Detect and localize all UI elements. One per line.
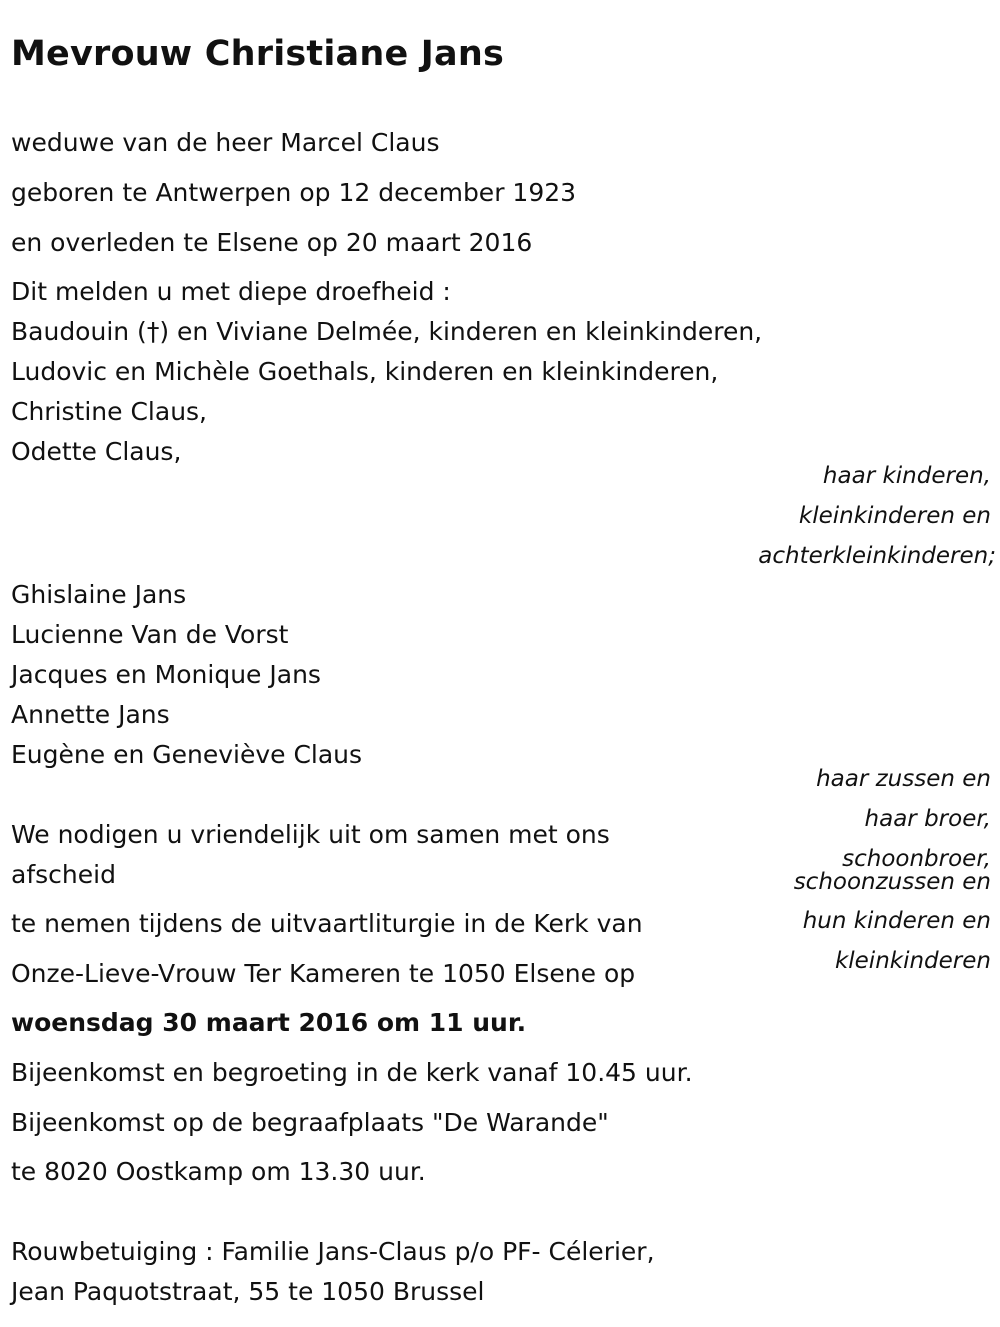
invitation-line: afscheid [11,860,116,889]
sibling-line: Jacques en Monique Jans [11,660,321,689]
sibling-line: Lucienne Van de Vorst [11,620,289,649]
funeral-date: woensdag 30 maart 2016 om 11 uur. [11,1008,527,1037]
announcement-line: Dit melden u met diepe droefheid : [11,277,451,306]
family-child-line: Ludovic en Michèle Goethals, kinderen en kleinkinderen, [11,357,719,386]
family-child-line: Odette Claus, [11,437,182,466]
invitation-line: We nodigen u vriendelijk uit om samen met ons [11,820,610,849]
death-line: en overleden te Elsene op 20 maart 2016 [11,228,533,257]
condolence-address-line: Jean Paquotstraat, 55 te 1050 Brussel [11,1277,485,1306]
invitation-line: te nemen tijdens de uitvaartliturgie in de Kerk van [11,909,643,938]
siblings-caption-line: schoonbroer, [842,846,991,872]
deceased-name-heading: Mevrouw Christiane Jans [11,34,504,74]
sibling-line: Annette Jans [11,700,170,729]
siblings-caption-line: haar zussen en [816,766,991,792]
family-child-line: Baudouin (†) en Viviane Delmée, kinderen en kleinkinderen, [11,317,763,346]
siblings-caption-line: schoonzussen en [793,869,991,895]
siblings-caption-line: haar broer, [864,806,991,832]
cemetery-line: Bijeenkomst op de begraafplaats "De Warande" [11,1108,609,1137]
invitation-line: Onze-Lieve-Vrouw Ter Kameren te 1050 Elsene op [11,959,636,988]
sibling-line: Ghislaine Jans [11,580,187,609]
siblings-caption-line: kleinkinderen [834,948,991,974]
family-child-line: Christine Claus, [11,397,208,426]
gathering-line: Bijeenkomst en begroeting in de kerk vanaf 10.45 uur. [11,1058,693,1087]
cemetery-place-line: te 8020 Oostkamp om 13.30 uur. [11,1157,426,1186]
siblings-caption-line: hun kinderen en [802,908,991,934]
widow-line: weduwe van de heer Marcel Claus [11,128,440,157]
children-caption-line: kleinkinderen en [798,503,991,529]
children-caption-line: haar kinderen, [822,463,991,489]
sibling-line: Eugène en Geneviève Claus [11,740,363,769]
condolence-line: Rouwbetuiging : Familie Jans-Claus p/o PF- Célerier, [11,1237,655,1266]
children-caption-line: achterkleinkinderen; [758,543,996,569]
birth-line: geboren te Antwerpen op 12 december 1923 [11,178,577,207]
